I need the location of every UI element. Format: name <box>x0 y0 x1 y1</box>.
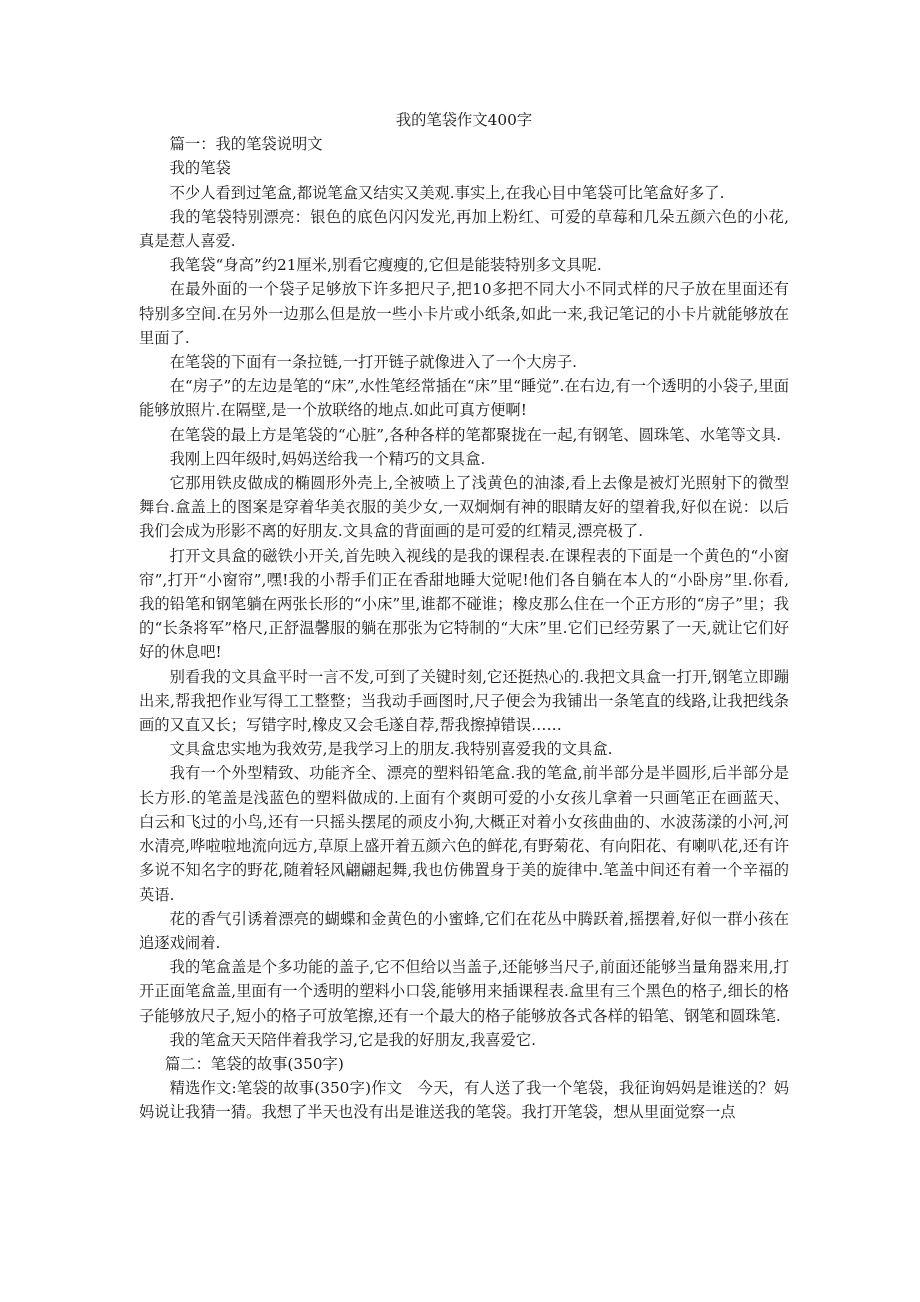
paragraph: 在笔袋的最上方是笔袋的“心脏”,各种各样的笔都聚拢在一起,有钢笔、圆珠笔、水笔等文具. <box>169 425 782 444</box>
paragraph: 在最外面的一个袋子足够放下许多把尺子,把10多把不同大小不同式样的尺子放在里面还有特别多空间.在另外一边那么但是放一些小卡片或小纸条,如此一来,我记笔记的小卡片就能够放在里面了. <box>139 280 789 347</box>
section-heading-1: 篇一：我的笔袋说明文 <box>169 135 323 154</box>
paragraph: 在“房子”的左边是笔的“床”,水性笔经常插在“床”里“睡觉”.在右边,有一个透明的小袋子,里面能够放照片.在隔壁,是一个放联络的地点.如此可真方便啊! <box>139 377 789 420</box>
paragraph: 别看我的文具盒平时一言不发,可到了关键时刻,它还挺热心的.我把文具盒一打开,钢笔立即蹦出来,帮我把作业写得工工整整；当我动手画图时,尺子便会为我铺出一条笔直的线路,让我把线条画的又直又长；写错字时,橡皮又会毛遂自荐,帮我擦掉错误…… <box>139 667 789 735</box>
paragraph: 不少人看到过笔盒,都说笔盒又结实又美观.事实上,在我心目中笔袋可比笔盒好多了. <box>169 183 725 202</box>
paragraph: 花的香气引诱着漂亮的蝴蝶和金黄色的小蜜蜂,它们在花丛中腾跃着,摇摆着,好似一群小孩在追逐戏闹着. <box>139 909 789 952</box>
paragraph: 它那用铁皮做成的椭圆形外壳上,全被喷上了浅黄色的油漆,看上去像是被灯光照射下的微型舞台.盒盖上的图案是穿着华美衣服的美少女,一双炯炯有神的眼睛友好的望着我,好似在说：以后我们会成为形影不离的好朋友.文具盒的背面画的是可爱的红精灵,漂亮极了. <box>139 474 789 541</box>
paragraph: 打开文具盒的磁铁小开关,首先映入视线的是我的课程表.在课程表的下面是一个黄色的“小窗帘”,打开“小窗帘”,嘿!我的小帮手们正在香甜地睡大觉呢!他们各自躺在本人的“小卧房”里.你看,我的铅笔和钢笔躺在两张长形的“小床”里,谁都不碰谁；橡皮那么住在一个正方形的“房子”里；我的“长条将军”格尺,正舒温馨服的躺在那张为它特制的“大床”里.它们已经劳累了一天,就让它们好好的休息吧! <box>139 546 789 662</box>
paragraph: 我的笔盒天天陪伴着我学习,它是我的好朋友,我喜爱它. <box>169 1030 537 1049</box>
paragraph: 精选作文:笔袋的故事(350字)作文 今天，有人送了我一个笔袋，我征询妈妈是谁送的？妈妈说让我猜一猜。我想了半天也没有出是谁送我的笔袋。我打开笔袋，想从里面觉察一点 <box>139 1079 789 1122</box>
paragraph: 我笔袋“身高”约21厘米,别看它瘦瘦的,它但是能装特别多文具呢. <box>169 256 602 275</box>
subheading: 我的笔袋 <box>169 159 231 178</box>
paragraph: 我的笔盒盖是个多功能的盖子,它不但给以当盖子,还能够当尺子,前面还能够当量角器来用,打开正面笔盒盖,里面有一个透明的塑料小口袋,能够用来插课程表.盒里有三个黑色的格子,细长的格子能够放尺子,短小的格子可放笔擦,还有一个最大的格子能够放各式各样的铅笔、钢笔和圆珠笔. <box>139 958 789 1025</box>
paragraph: 我的笔袋特别漂亮：银色的底色闪闪发光,再加上粉红、可爱的草莓和几朵五颜六色的小花,真是惹人喜爱. <box>139 207 789 251</box>
paragraph: 文具盒忠实地为我效劳,是我学习上的朋友.我特别喜爱我的文具盒. <box>169 740 613 759</box>
section-heading-2: 篇二：笔袋的故事(350字) <box>165 1054 344 1073</box>
document-page <box>139 108 789 1125</box>
document-title: 我的笔袋作文400字 <box>395 111 533 129</box>
paragraph: 我刚上四年级时,妈妈送给我一个精巧的文具盒. <box>169 449 486 468</box>
paragraph: 在笔袋的下面有一条拉链,一打开链子就像进入了一个大房子. <box>169 353 578 372</box>
paragraph: 我有一个外型精致、功能齐全、漂亮的塑料铅笔盒.我的笔盒,前半部分是半圆形,后半部分是长方形.的笔盖是浅蓝色的塑料做成的.上面有个爽朗可爱的小女孩儿拿着一只画笔正在画蓝天、白云和飞过的小鸟,还有一只摇头摆尾的顽皮小狗,大概正对着小女孩曲曲的、水波荡漾的小河,河水清亮,哗啦啦地流向远方,草原上盛开着五颜六色的鲜花,有野菊花、有向阳花、有喇叭花,还有许多说不知名字的野花,随着轻风翩翩起舞,我也仿佛置身于美的旋律中.笔盖中间还有着一个辛福的英语. <box>139 764 789 904</box>
